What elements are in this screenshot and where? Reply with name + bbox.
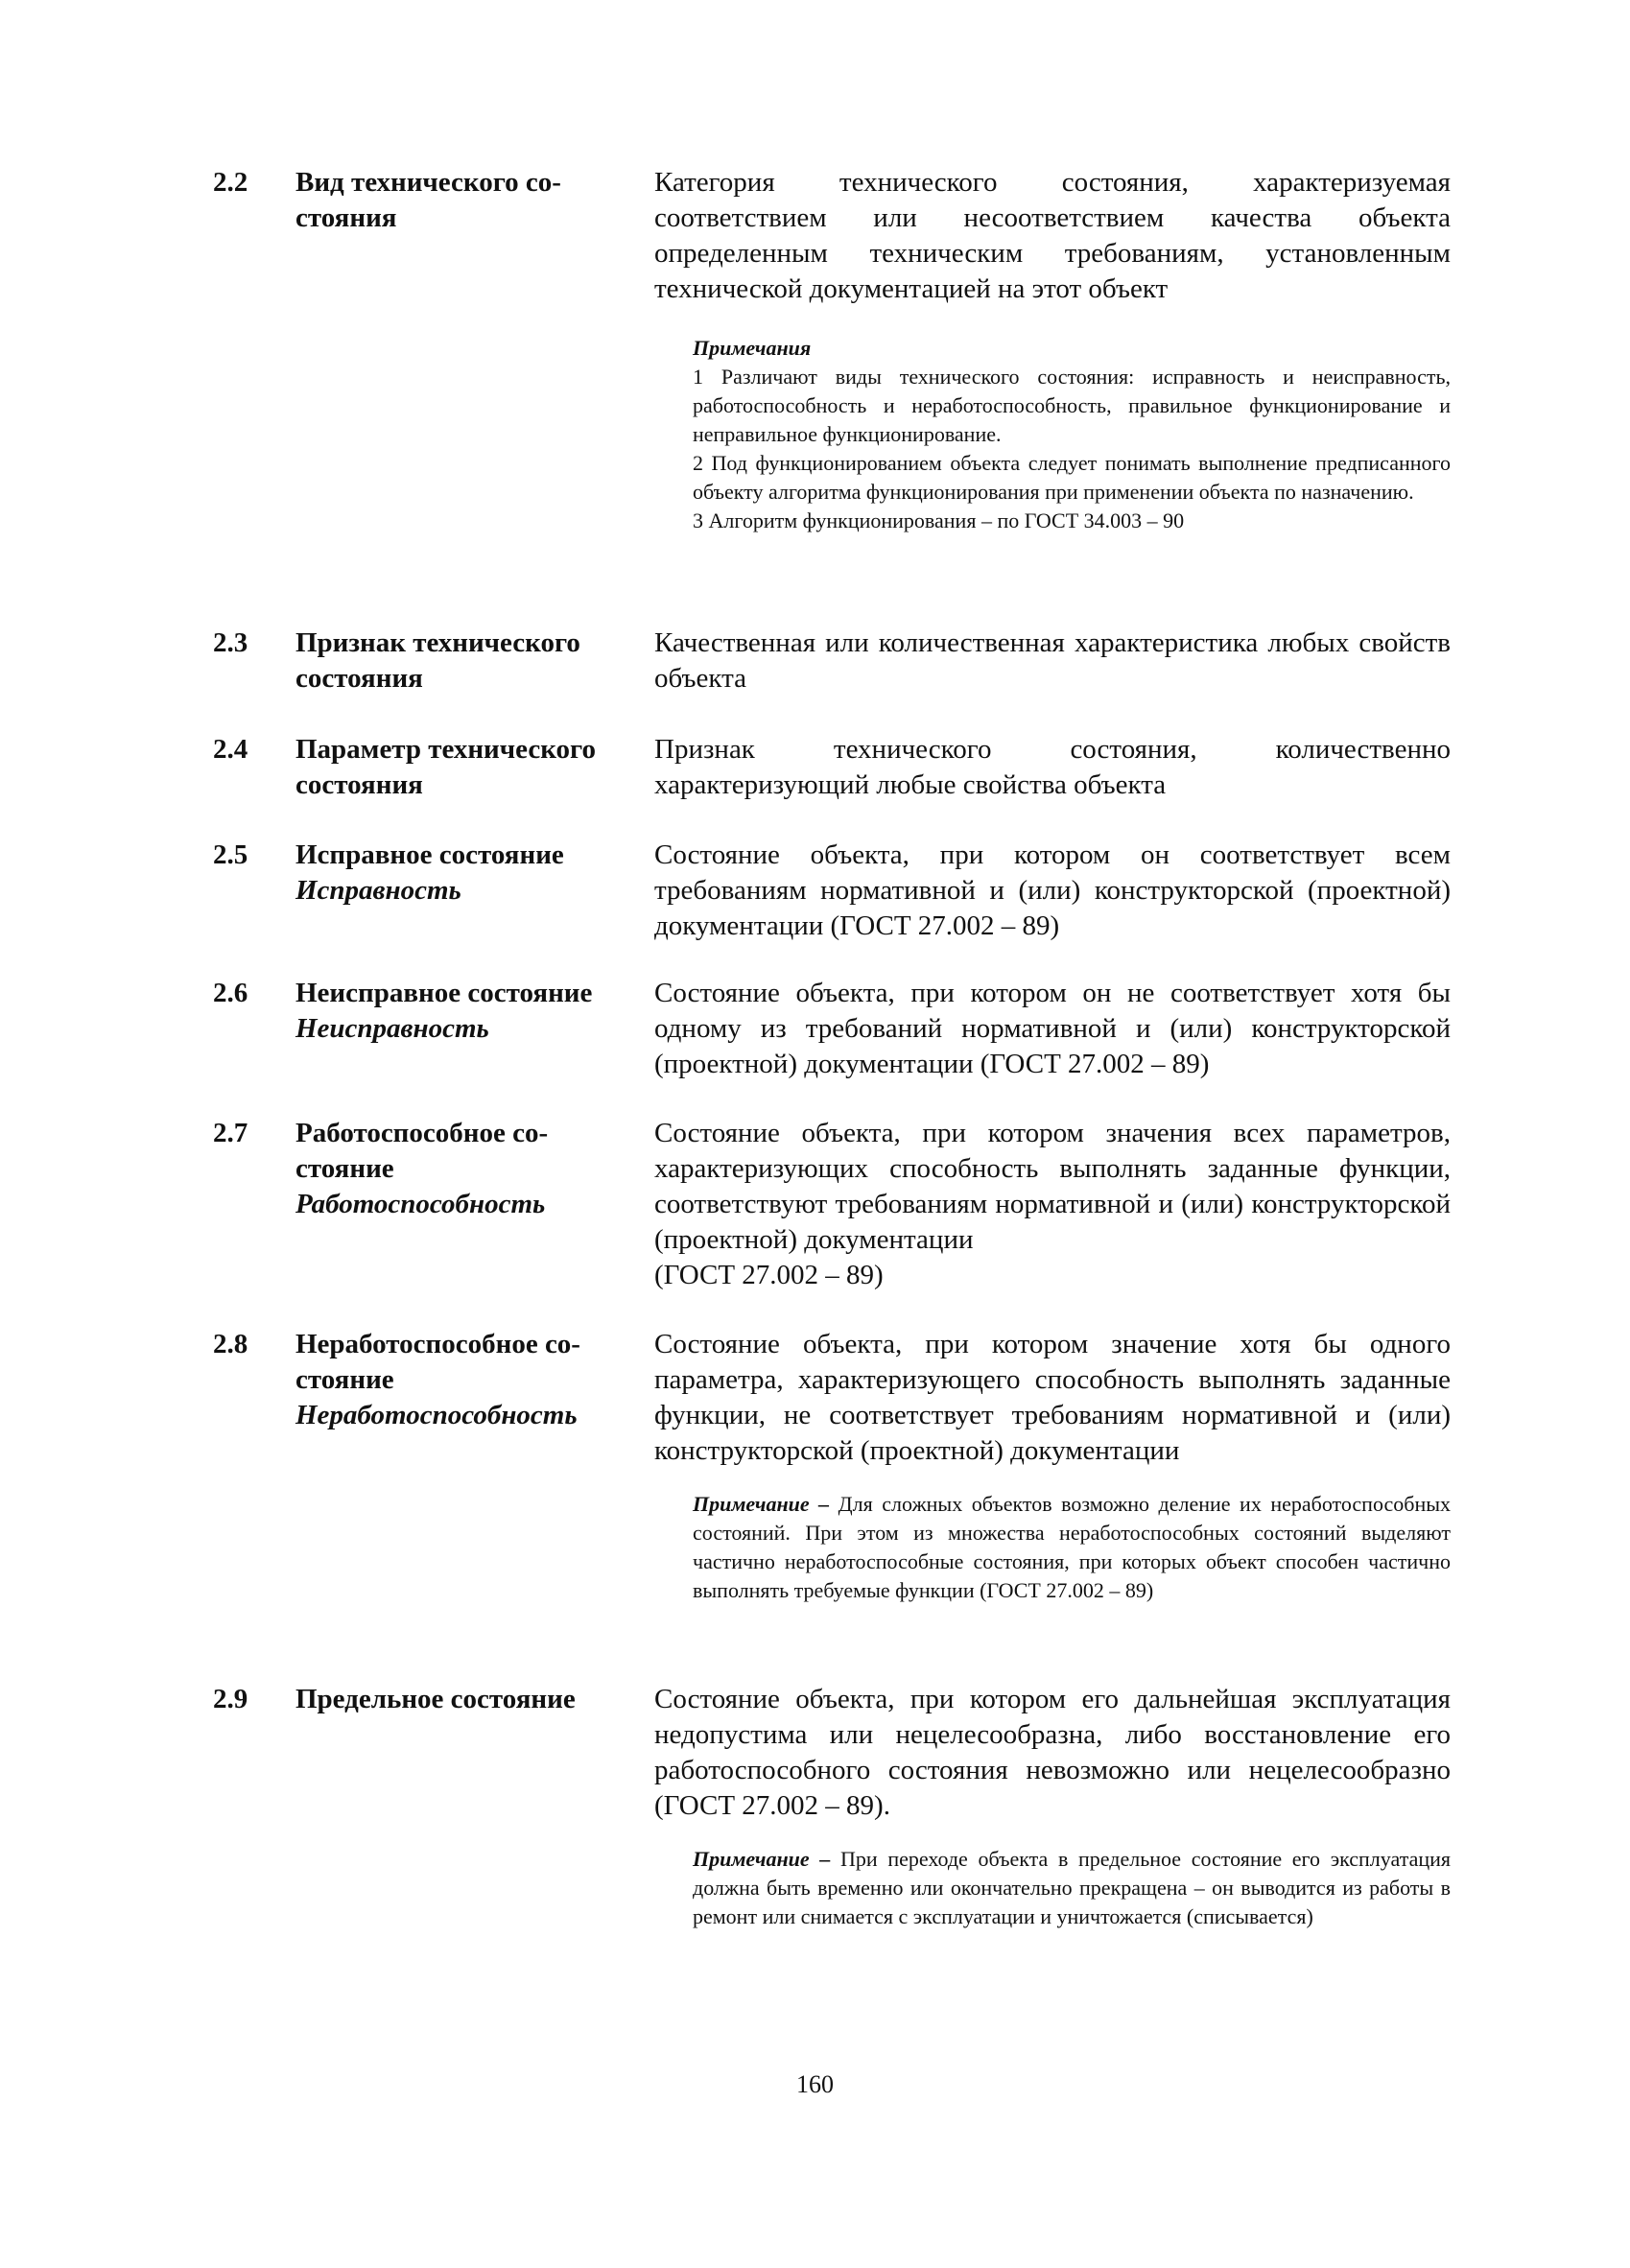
term-line: Предельное состояние	[295, 1684, 576, 1714]
entry-number: 2.5	[213, 839, 248, 870]
term-short-name: Работоспособность	[295, 1189, 546, 1219]
definition-block	[654, 165, 1451, 535]
entry-number: 2.3	[213, 627, 248, 658]
term-short-name: Исправность	[295, 875, 461, 906]
term-name	[295, 626, 654, 697]
definition-text: Состояние объекта, при котором он не соответствует хотя бы одному из требований нормативной и (или) конструкторской (проектной) документации (ГОСТ 27.002 – 89)	[654, 978, 1451, 1079]
entry-number: 2.8	[213, 1329, 248, 1359]
term-line: Работоспособное со-	[295, 1118, 549, 1148]
note-heading: Примечание –	[693, 1847, 831, 1871]
definition-text: Признак технического состояния, количественно характеризующий любые свойства объекта	[654, 734, 1451, 800]
definition-text: Состояние объекта, при котором он соответствует всем требованиям нормативной и (или) конструкторской (проектной) документации (ГОСТ 27.002 – 89)	[654, 839, 1451, 941]
definition-block	[654, 838, 1451, 944]
note-heading: Примечания	[693, 336, 812, 360]
term-name	[295, 1116, 654, 1293]
entry-number: 2.2	[213, 167, 248, 198]
definition-text: Состояние объекта, при котором значение хотя бы одного параметра, характеризующего способность выполнять заданные функции, не соответствует требованиям нормативной и (или) конструкторской (проектной) документации	[654, 1329, 1451, 1466]
note-text: При переходе объекта в предельное состояние его эксплуатация должна быть временно или окончательно прекращена – он выводится из работы в ремонт или снимается с эксплуатации и уничтожается (списывается)	[693, 1847, 1452, 1928]
term-name	[295, 1682, 654, 1931]
term-entry-2-6	[213, 976, 1451, 1082]
term-entry-2-4	[213, 732, 1451, 803]
entry-number: 2.6	[213, 978, 248, 1008]
term-entry-2-5	[213, 838, 1451, 944]
note-block	[693, 334, 1451, 535]
definition-block	[654, 626, 1451, 697]
definition-text: Состояние объекта, при котором его дальнейшая эксплуатация недопустима или нецелесообразна, либо восстановление его работоспособного состояния невозможно или нецелесообразно (ГОСТ 27.002 – 89).	[654, 1684, 1451, 1821]
term-entry-2-2	[213, 165, 1451, 535]
term-line: Вид технического со-	[295, 167, 561, 198]
definition-block	[654, 1682, 1451, 1931]
term-name	[295, 165, 654, 535]
term-line: стояние	[295, 1364, 394, 1395]
note-block	[693, 1490, 1451, 1605]
term-entry-2-8	[213, 1327, 1451, 1605]
note-item: 1 Различают виды технического состояния: исправность и неисправность, работоспособность и неработоспособность, правильное функционирование и неправильное функционирование.	[693, 365, 1451, 446]
term-entry-2-3	[213, 626, 1451, 697]
definition-text: Состояние объекта, при котором значения всех параметров, характеризующих способность выполнять заданные функции, соответствуют требованиям нормативной и (или) конструкторской (проектной) документации	[654, 1118, 1451, 1255]
term-line: состояния	[295, 769, 423, 800]
definition-text: Категория технического состояния, характеризуемая соответствием или несоответствием качества объекта определенным техническим требованиям, установленным технической документацией на этот объект	[654, 167, 1451, 304]
term-name	[295, 976, 654, 1082]
term-line: Неисправное состояние	[295, 978, 593, 1008]
term-short-name: Неисправность	[295, 1013, 489, 1044]
term-line: Признак технического	[295, 627, 580, 658]
note-block	[693, 1845, 1451, 1931]
term-line: стояние	[295, 1153, 394, 1184]
term-entry-2-7	[213, 1116, 1451, 1293]
term-name	[295, 732, 654, 803]
definition-reference: (ГОСТ 27.002 – 89)	[654, 1260, 884, 1290]
term-line: стояния	[295, 202, 397, 233]
term-entry-2-9	[213, 1682, 1451, 1931]
entry-number: 2.4	[213, 734, 248, 765]
entry-number: 2.9	[213, 1684, 248, 1714]
definition-block	[654, 1116, 1451, 1293]
term-name	[295, 1327, 654, 1605]
term-line: Исправное состояние	[295, 839, 564, 870]
note-item: 3 Алгоритм функционирования – по ГОСТ 34.003 – 90	[693, 508, 1185, 532]
note-item: 2 Под функционированием объекта следует понимать выполнение предписанного объекту алгоритма функционирования при применении объекта по назначению.	[693, 451, 1451, 504]
definition-block	[654, 732, 1451, 803]
note-text: Для сложных объектов возможно деление их неработоспособных состояний. При этом из множества неработоспособных состояний выделяют частично неработоспособные состояния, при которых объект способен частично выполнять требуемые функции (ГОСТ 27.002 – 89)	[693, 1492, 1451, 1602]
entry-number: 2.7	[213, 1118, 248, 1148]
definition-block	[654, 1327, 1451, 1605]
definition-block	[654, 976, 1451, 1082]
term-line: состояния	[295, 663, 423, 694]
term-name	[295, 838, 654, 944]
note-heading: Примечание –	[693, 1492, 830, 1516]
term-line: Параметр технического	[295, 734, 596, 765]
definition-text: Качественная или количественная характеристика любых свойств объекта	[654, 627, 1451, 694]
term-short-name: Неработоспособность	[295, 1400, 578, 1430]
page-number: 160	[796, 2070, 834, 2098]
term-line: Неработоспособное со-	[295, 1329, 580, 1359]
